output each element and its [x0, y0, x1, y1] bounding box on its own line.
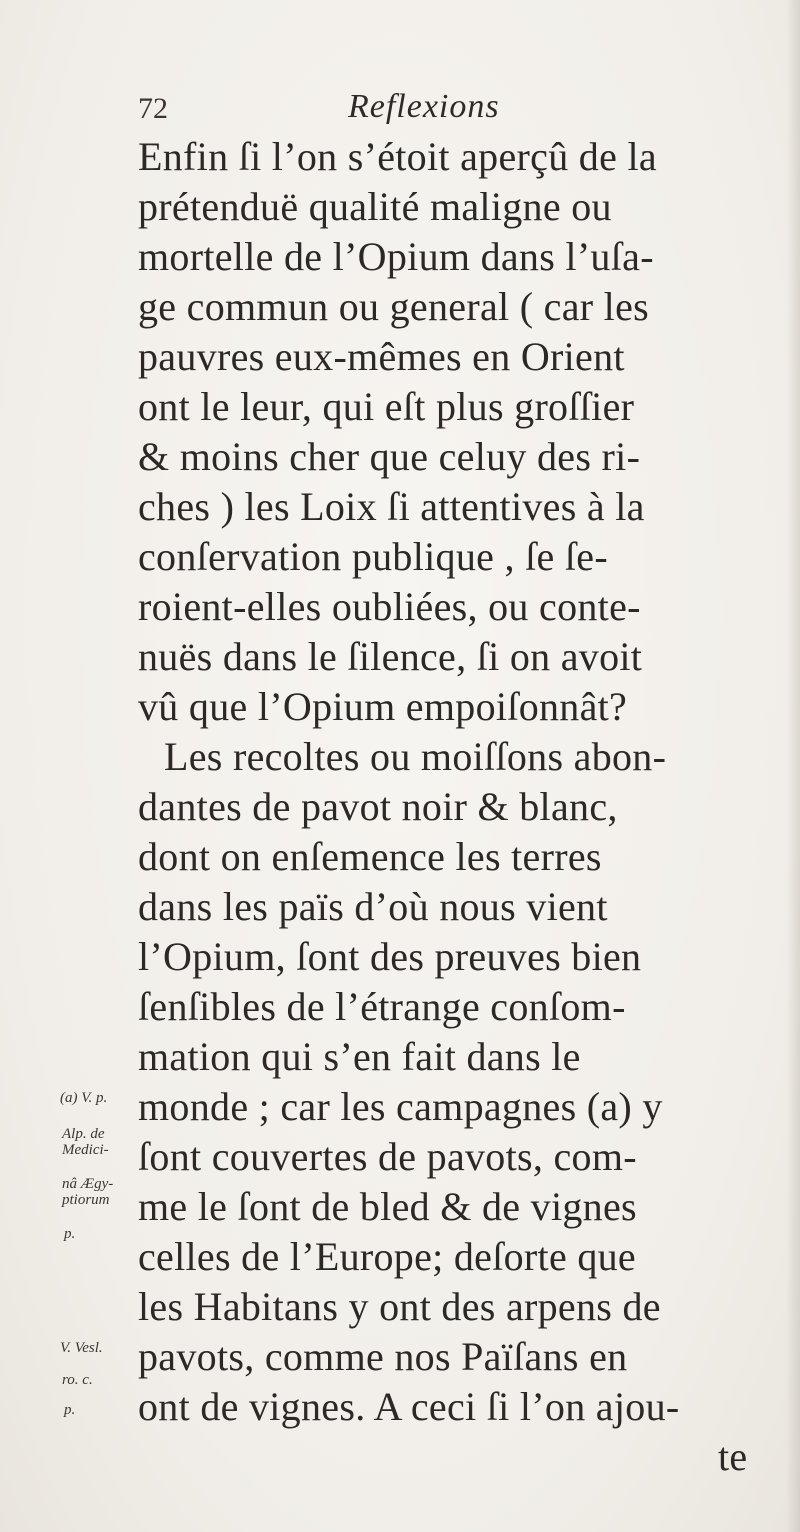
margin-note: (a) V. p.: [60, 1090, 108, 1106]
text-line: roient-elles oubliées, ou conte-: [138, 584, 641, 629]
text-line: ſont couvertes de pavots, com-: [138, 1134, 637, 1179]
running-head: Reflexions: [348, 88, 500, 125]
text-line: ont de vignes. A ceci ſi l’on ajou-: [138, 1384, 680, 1429]
text-line: mation qui s’en fait dans le: [138, 1034, 581, 1079]
page-header: [138, 88, 738, 132]
text-line: ont le leur, qui eſt plus groſſier: [138, 384, 635, 429]
margin-note: ptiorum: [62, 1192, 110, 1208]
margin-note: ro. c.: [62, 1372, 93, 1388]
text-line: dont on enſemence les terres: [138, 834, 602, 879]
text-line: les Habitans y ont des arpens de: [138, 1284, 661, 1329]
text-line: l’Opium, ſont des preuves bien: [138, 934, 642, 979]
text-line: ge commun ou general ( car les: [138, 284, 650, 329]
text-line: pavots, comme nos Païſans en: [138, 1334, 628, 1379]
text-line: nuës dans le ſilence, ſi on avoit: [138, 634, 643, 679]
margin-note: Alp. de: [62, 1126, 105, 1142]
text-line: & moins cher que celuy des ri-: [138, 434, 641, 479]
text-line: pauvres eux-mêmes en Orient: [138, 334, 625, 379]
text-line: Enfin ſi l’on s’étoit aperçû de la: [138, 134, 657, 179]
text-line: ches ) les Loix ſi attentives à la: [138, 484, 645, 529]
margin-note: p.: [64, 1226, 76, 1242]
text-line: vû que l’Opium empoiſonnât?: [138, 684, 628, 729]
text-line-catchword: te: [718, 1434, 748, 1479]
margin-notes: [0, 0, 130, 1532]
margin-note: V. Vesl.: [60, 1340, 103, 1356]
margin-note: p.: [64, 1402, 76, 1418]
text-line: monde ; car les campagnes (a) y: [138, 1084, 663, 1129]
text-line: Les recoltes ou moiſſons abon-: [164, 734, 667, 779]
text-line: dans les païs d’où nous vient: [138, 884, 608, 929]
text-line: ſenſibles de l’étrange conſom-: [138, 984, 626, 1029]
text-line: me le ſont de bled & de vignes: [138, 1184, 637, 1229]
margin-note: Medici-: [62, 1142, 109, 1158]
text-line: prétenduë qualité maligne ou: [138, 184, 612, 229]
margin-note: nâ Ægy-: [62, 1176, 114, 1192]
text-line: mortelle de l’Opium dans l’uſa-: [138, 234, 654, 279]
text-line: dantes de pavot noir & blanc,: [138, 784, 618, 829]
page-edge-shadow: [786, 0, 800, 1532]
page-number: 72: [138, 92, 168, 125]
text-line: conſervation publique , ſe ſe-: [138, 534, 608, 579]
text-line: celles de l’Europe; deſorte que: [138, 1234, 636, 1279]
